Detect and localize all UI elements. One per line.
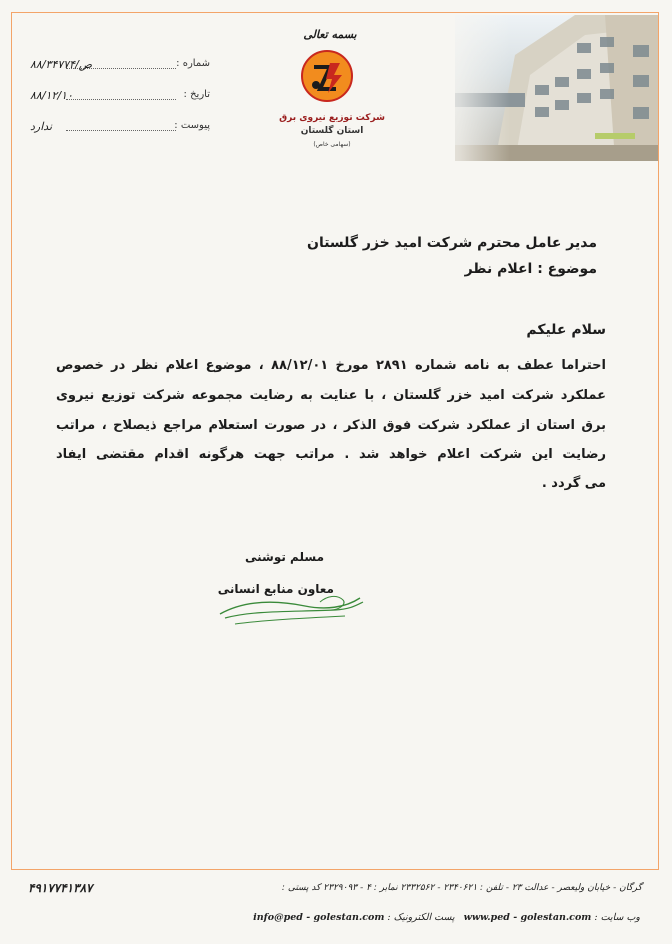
ref-date-value: ۸۸/۱۲/۱۰ <box>30 89 73 102</box>
ref-number-label: شماره : <box>176 58 210 69</box>
ref-date-label: تاریخ : <box>183 89 210 100</box>
ref-number-field <box>30 58 210 74</box>
basmala: بسمه تعالی <box>303 28 357 41</box>
footer-email[interactable]: info@ped - golestan.com <box>253 912 385 923</box>
body-line: احتراما عطف به نامه شماره ۲۸۹۱ مورخ ۸۸/۱۲/۰۱ ، موضوع اعلام نظر در خصوص <box>56 358 606 373</box>
company-type: (سهامی خاص) <box>313 141 351 148</box>
body-line: می گردد . <box>541 476 606 491</box>
greeting: سلام علیکم <box>526 322 606 338</box>
footer-address-text: گرگان - خیابان ولیعصر - عدالت ۲۳ - تلفن : ۲۳۴۰۶۲۱ - ۲۳۳۲۵۶۲ نمابر : ۴ - ۲۳۲۹۰۹۳ کد پستی : <box>281 883 642 893</box>
ref-attachment-label: پیوست : <box>174 120 210 131</box>
dotted-line <box>66 130 176 131</box>
ref-date-field <box>30 89 210 105</box>
ref-number-value: ۸۸/ص/۳۴۷۷۴ <box>30 58 93 71</box>
addressee: مدیر عامل محترم شرکت امید خزر گلستان <box>307 235 597 251</box>
footer-web <box>130 912 640 923</box>
ref-attachment-field <box>30 120 210 136</box>
subject: موضوع : اعلام نظر <box>464 261 597 277</box>
footer-website-label: وب سایت : <box>594 912 640 923</box>
signer-name: مسلم توشنی <box>245 550 324 564</box>
ref-attachment-value: ندارد <box>30 120 53 133</box>
company-name-line2: استان گلستان <box>300 126 364 136</box>
signature-scribble <box>215 580 365 630</box>
footer-email-label: پست الکترونیک : <box>387 912 455 923</box>
footer-website[interactable]: www.ped - golestan.com <box>463 912 592 923</box>
company-name-line1: شرکت توزیع نیروی برق <box>279 113 385 123</box>
body-line: عملکرد شرکت امید خزر گلستان ، با عنایت به رضایت مجموعه شرکت توزیع نیروی <box>56 388 606 403</box>
company-logo-icon <box>300 49 354 103</box>
body-line: برق استان از عملکرد شرکت فوق الذکر ، در صورت استعلام مراجع ذیصلاح ، مراتب <box>56 418 606 433</box>
footer-postal-code: ۴۹۱۷۷۴۱۳۸۷ <box>28 881 93 895</box>
dotted-line <box>66 99 176 100</box>
signer-title: معاون منابع انسانی <box>217 582 334 596</box>
photo-fade <box>420 15 510 161</box>
company-name <box>262 112 402 151</box>
body-line: رضایت این شرکت اعلام خواهد شد . مراتب جهت هرگونه اقدام مقتضی ایفاد <box>56 447 606 462</box>
footer-address <box>28 883 642 893</box>
